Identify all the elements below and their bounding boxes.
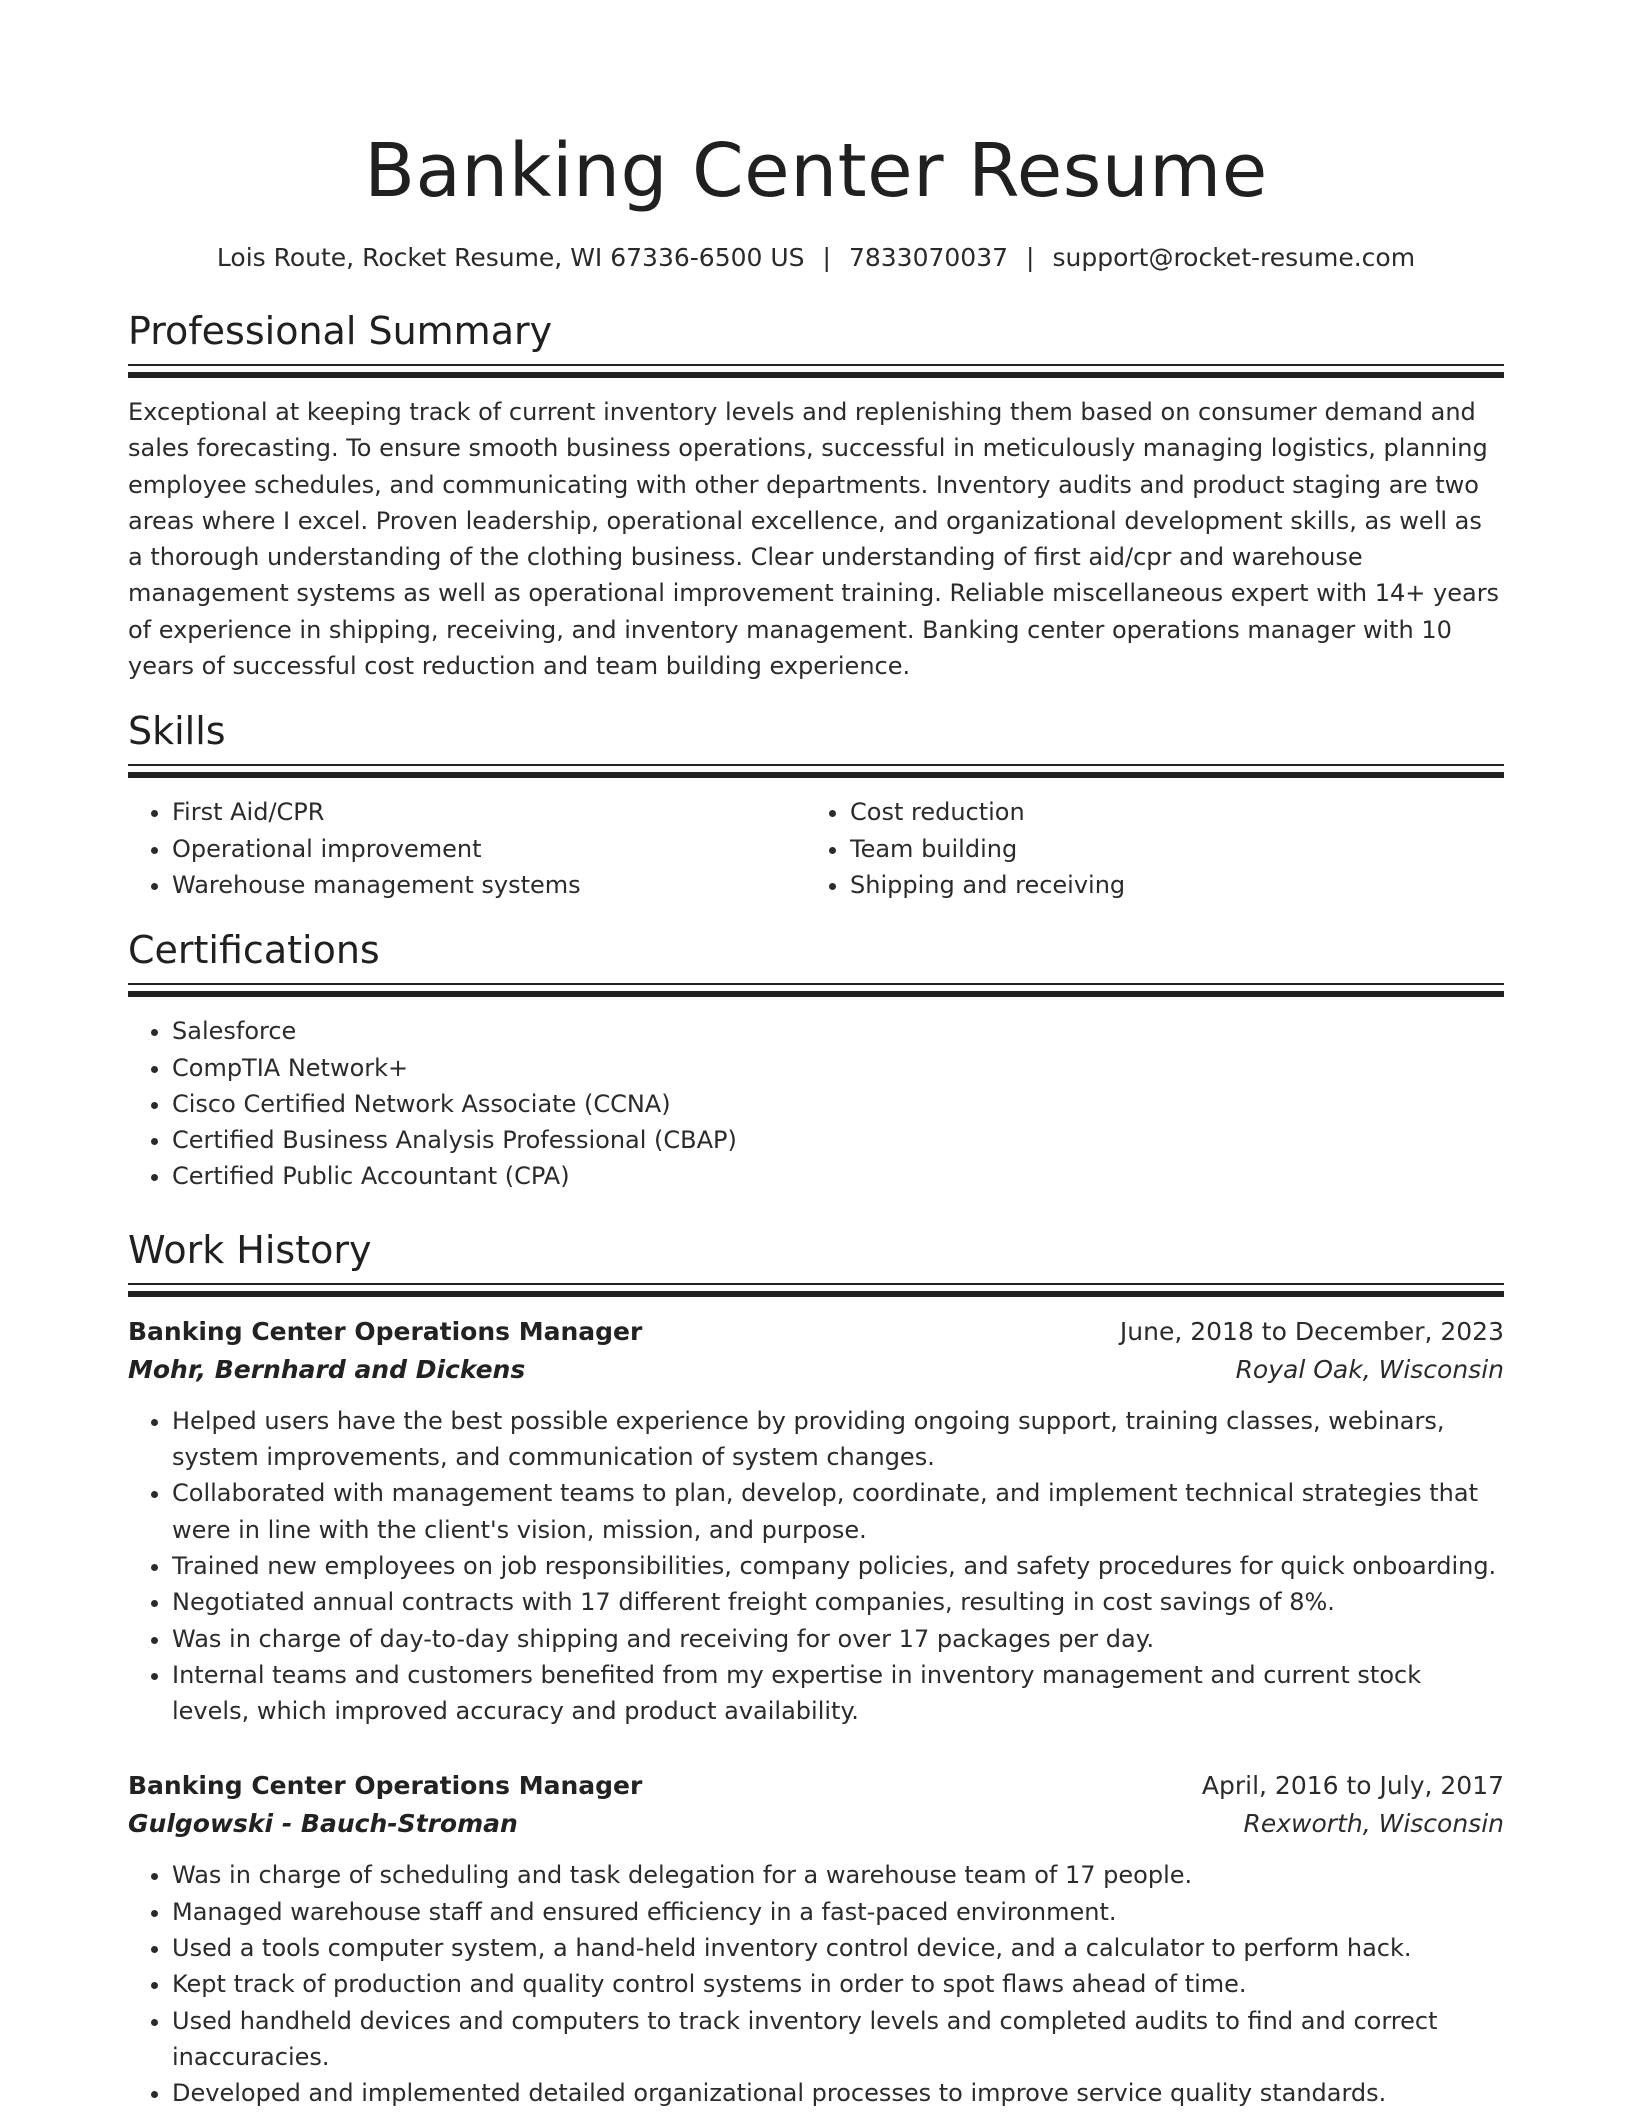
job-header — [128, 1313, 1504, 1351]
job-entry — [128, 1313, 1504, 1730]
job-bullet: • Kept track of production and quality control systems in order to spot flaws ahead of time. — [172, 1966, 1504, 2002]
job-location: Royal Oak, Wisconsin — [1235, 1354, 1504, 1384]
job-bullet: • Used a tools computer system, a hand-held inventory control device, and a calculator to perform hack. — [172, 1930, 1504, 1966]
job-bullet: • Used handheld devices and computers to track inventory levels and completed audits to find and correct inaccuracies. — [172, 2003, 1504, 2076]
section-heading-skills: Skills — [128, 709, 226, 754]
section-heading-summary: Professional Summary — [128, 309, 553, 353]
contact-separator: | — [822, 243, 831, 272]
job-location: Rexworth, Wisconsin — [1243, 1809, 1504, 1839]
job-bullet: • Collaborated with management teams to plan, develop, coordinate, and implement technical strategies that were in line with the client's vision, mission, and purpose. — [172, 1475, 1504, 1548]
skill-item: • Team building — [850, 831, 1484, 867]
certifications-section — [128, 925, 1504, 1194]
job-bullet: • Helped users have the best possible experience by providing ongoing support, training classes, webinars, system improvements, and communication of system changes. — [172, 1403, 1504, 1476]
section-divider — [128, 364, 1504, 380]
job-bullet: • Was in charge of scheduling and task delegation for a warehouse team of 17 people. — [172, 1857, 1504, 1893]
job-bullet: • Managed warehouse staff and ensured efficiency in a fast-paced environment. — [172, 1894, 1504, 1930]
skill-item: • Operational improvement — [172, 831, 806, 867]
job-dates: April, 2016 to July, 2017 — [1201, 1771, 1504, 1801]
skills-list-right — [806, 794, 1484, 903]
summary-text: Exceptional at keeping track of current inventory levels and replenishing them based on consumer demand and sales forecasting. To ensure smooth business operations, successful in meticulously managing logistics, planning employee schedules, and communicating with other departments. Inventory audits and product staging are two areas where I excel. Proven leadership, operational excellence, and organizational development skills, as well as a thorough understanding of the clothing business. Clear understanding of first aid/cpr and warehouse management systems as well as operational improvement training. Reliable miscellaneous expert with 14+ years of experience in shipping, receiving, and inventory management. Banking center operations manager with 10 years of successful cost reduction and team building experience. — [128, 398, 1500, 681]
job-subheader — [128, 1805, 1504, 1843]
job-company: Mohr, Bernhard and Dickens — [128, 1354, 526, 1384]
certification-item: • Certified Business Analysis Professional (CBAP) — [172, 1122, 1504, 1158]
job-header — [128, 1767, 1504, 1805]
job-subheader — [128, 1351, 1504, 1389]
certification-item: • CompTIA Network+ — [172, 1050, 1504, 1086]
skill-item: • Warehouse management systems — [172, 867, 806, 903]
certification-item: • Cisco Certified Network Associate (CCNA) — [172, 1086, 1504, 1122]
skills-section — [128, 706, 1504, 903]
job-dates: June, 2018 to December, 2023 — [1119, 1316, 1504, 1346]
job-bullets — [128, 1403, 1504, 1730]
certification-item: • Salesforce — [172, 1013, 1504, 1049]
contact-address: Lois Route, Rocket Resume, WI 67336-6500 US — [216, 243, 805, 272]
skills-columns — [128, 794, 1504, 903]
job-company: Gulgowski - Bauch-Stroman — [128, 1809, 518, 1839]
section-divider — [128, 764, 1504, 780]
work-history-section — [128, 1225, 1504, 2112]
job-bullets — [128, 1857, 1504, 2111]
job-bullet: • Developed and implemented detailed organizational processes to improve service quality standards. — [172, 2075, 1504, 2111]
skill-item: • First Aid/CPR — [172, 794, 806, 830]
section-divider — [128, 1283, 1504, 1299]
contact-line — [128, 240, 1504, 276]
job-bullet: • Internal teams and customers benefited from my expertise in inventory management and current stock levels, which improved accuracy and product availability. — [172, 1657, 1504, 1730]
job-title: Banking Center Operations Manager — [128, 1316, 643, 1346]
contact-email: support@rocket-resume.com — [1052, 243, 1416, 272]
skill-item: • Cost reduction — [850, 794, 1484, 830]
contact-separator: | — [1026, 243, 1035, 272]
job-bullet: • Trained new employees on job responsibilities, company policies, and safety procedures for quick onboarding. — [172, 1548, 1504, 1584]
job-bullet: • Was in charge of day-to-day shipping and receiving for over 17 packages per day. — [172, 1621, 1504, 1657]
section-heading-work-history: Work History — [128, 1227, 372, 1272]
section-heading-certifications: Certifications — [128, 928, 380, 973]
skills-list-left — [128, 794, 806, 903]
job-entry — [128, 1767, 1504, 2111]
certifications-list — [128, 1013, 1504, 1194]
resume-title: Banking Center Resume — [364, 128, 1268, 214]
resume-page — [128, 0, 1504, 2112]
job-title: Banking Center Operations Manager — [128, 1771, 643, 1801]
skill-item: • Shipping and receiving — [850, 867, 1484, 903]
section-divider — [128, 983, 1504, 999]
contact-phone: 7833070037 — [848, 243, 1009, 272]
summary-section — [128, 306, 1504, 684]
job-bullet: • Negotiated annual contracts with 17 different freight companies, resulting in cost savings of 8%. — [172, 1584, 1504, 1620]
certification-item: • Certified Public Accountant (CPA) — [172, 1158, 1504, 1194]
